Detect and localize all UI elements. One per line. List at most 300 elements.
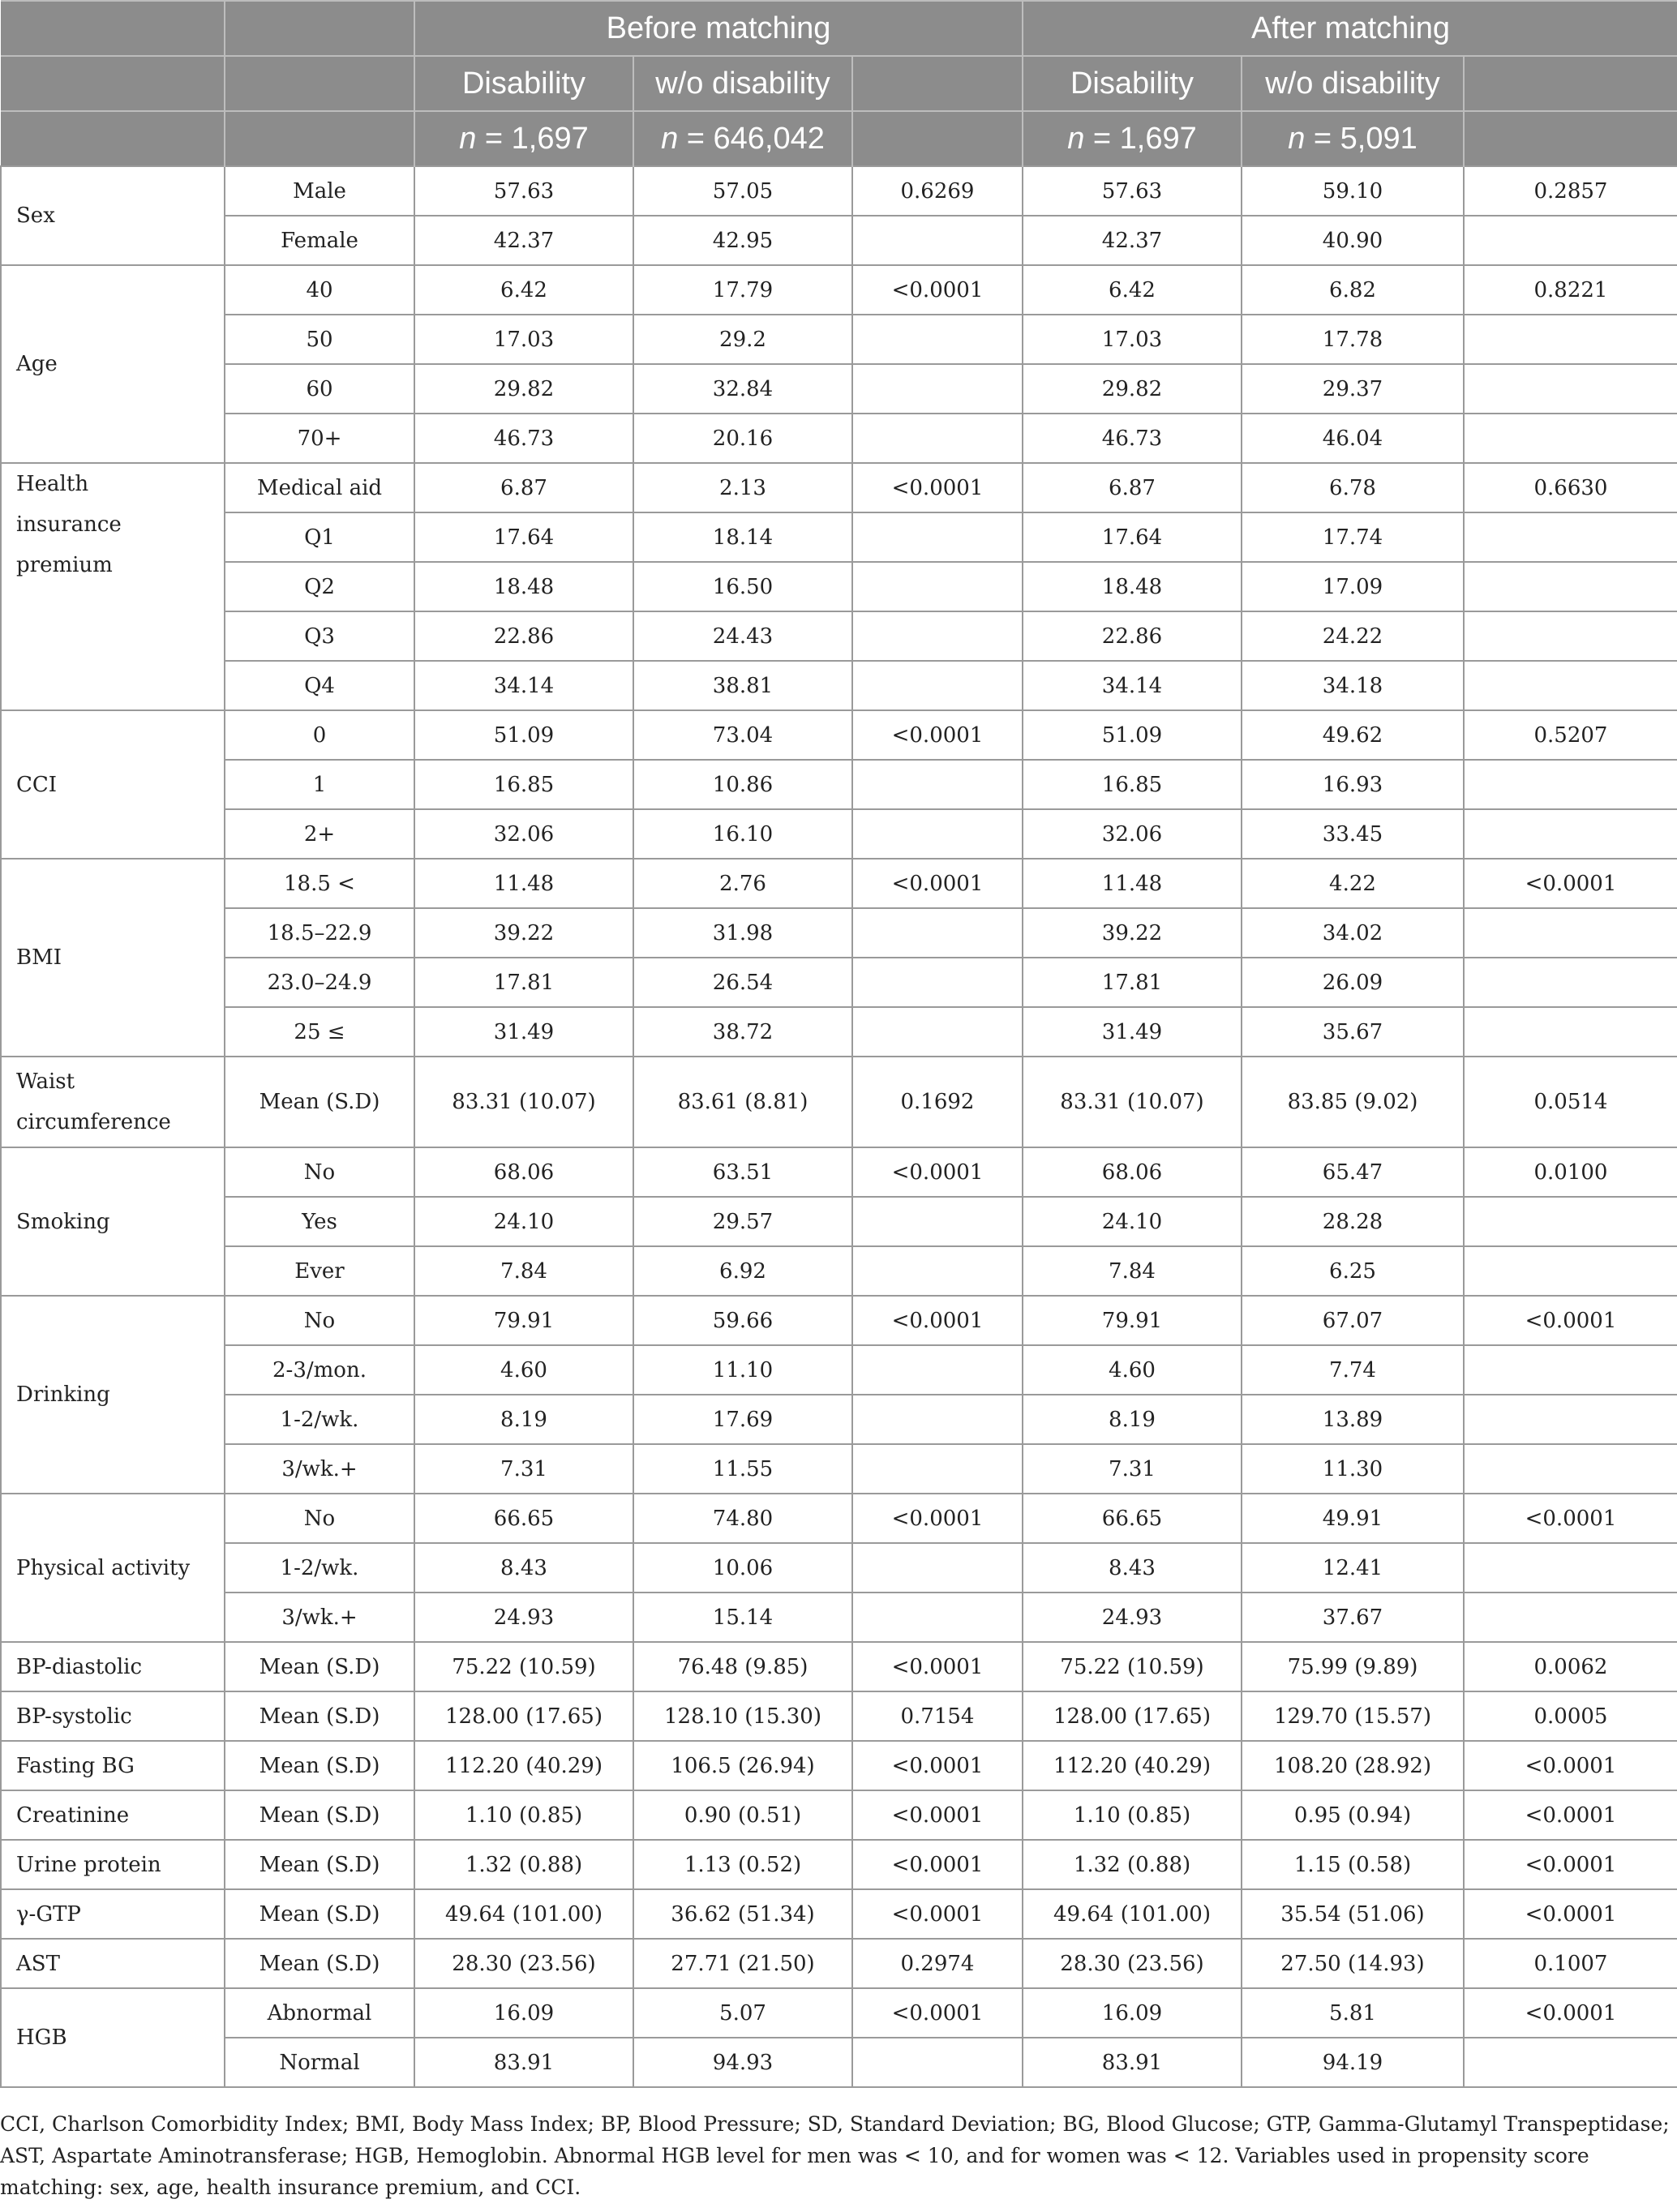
after-wo-disability-cell: 11.30 [1242, 1444, 1464, 1494]
category-cell: Female [225, 216, 414, 265]
before-wo-disability-cell: 18.14 [633, 512, 852, 562]
after-wo-disability-cell: 34.18 [1242, 661, 1464, 710]
after-disability-cell: 8.19 [1023, 1395, 1242, 1444]
variable-cell: Physical activity [1, 1494, 225, 1642]
category-cell: No [225, 1494, 414, 1543]
after-wo-disability-cell: 33.45 [1242, 809, 1464, 859]
before-disability-cell: 28.30 (23.56) [414, 1939, 633, 1988]
after-disability-cell: 6.42 [1023, 265, 1242, 315]
after-wo-disability-cell: 13.89 [1242, 1395, 1464, 1444]
before-wo-disability-cell: 63.51 [633, 1147, 852, 1197]
before-disability-cell: 17.81 [414, 958, 633, 1007]
after-disability-cell: 51.09 [1023, 710, 1242, 760]
category-cell: 2+ [225, 809, 414, 859]
after-wo-disability-cell: 0.95 (0.94) [1242, 1790, 1464, 1840]
variable-cell: γ-GTP [1, 1889, 225, 1939]
after-disability-cell: 34.14 [1023, 661, 1242, 710]
table-row [1, 414, 1677, 463]
table-row [1, 1741, 1677, 1790]
after-p-value-cell [1464, 512, 1677, 562]
header-before-disability: Disability [414, 56, 633, 111]
before-wo-disability-cell: 29.57 [633, 1197, 852, 1246]
before-p-value-cell [852, 315, 1023, 364]
before-disability-cell: 128.00 (17.65) [414, 1691, 633, 1741]
category-cell: 18.5–22.9 [225, 908, 414, 958]
before-wo-disability-cell: 16.10 [633, 809, 852, 859]
table-row [1, 1593, 1677, 1642]
after-disability-cell: 6.87 [1023, 463, 1242, 512]
before-wo-disability-cell: 42.95 [633, 216, 852, 265]
before-disability-cell: 32.06 [414, 809, 633, 859]
before-disability-cell: 83.31 (10.07) [414, 1057, 633, 1147]
category-cell: Yes [225, 1197, 414, 1246]
after-wo-disability-cell: 24.22 [1242, 611, 1464, 661]
before-p-value-cell: <0.0001 [852, 463, 1023, 512]
after-wo-disability-cell: 67.07 [1242, 1296, 1464, 1345]
before-p-value-cell: <0.0001 [852, 1790, 1023, 1840]
after-wo-disability-cell: 5.81 [1242, 1988, 1464, 2038]
category-cell: 50 [225, 315, 414, 364]
table-row [1, 364, 1677, 414]
header-before-wo-disability: w/o disability [633, 56, 852, 111]
before-p-value-cell [852, 216, 1023, 265]
before-wo-disability-cell: 20.16 [633, 414, 852, 463]
after-p-value-cell: <0.0001 [1464, 1494, 1677, 1543]
before-disability-cell: 31.49 [414, 1007, 633, 1057]
before-p-value-cell: <0.0001 [852, 1642, 1023, 1691]
table-row [1, 611, 1677, 661]
n-symbol: n [1288, 121, 1306, 156]
after-disability-cell: 11.48 [1023, 859, 1242, 908]
before-wo-disability-cell: 74.80 [633, 1494, 852, 1543]
header-blank-cell [1, 1, 225, 56]
table-row [1, 265, 1677, 315]
after-disability-cell: 112.20 (40.29) [1023, 1741, 1242, 1790]
before-wo-disability-cell: 10.86 [633, 760, 852, 809]
after-p-value-cell: 0.0005 [1464, 1691, 1677, 1741]
after-disability-cell: 128.00 (17.65) [1023, 1691, 1242, 1741]
n-value: = 646,042 [678, 121, 825, 156]
table-row [1, 562, 1677, 611]
header-blank-cell [225, 1, 414, 56]
before-disability-cell: 83.91 [414, 2038, 633, 2087]
table-row [1, 710, 1677, 760]
before-disability-cell: 1.10 (0.85) [414, 1790, 633, 1840]
after-wo-disability-cell: 6.78 [1242, 463, 1464, 512]
variable-cell: Sex [1, 166, 225, 265]
before-disability-cell: 29.82 [414, 364, 633, 414]
after-wo-disability-cell: 29.37 [1242, 364, 1464, 414]
after-wo-disability-cell: 35.67 [1242, 1007, 1464, 1057]
table-row [1, 1939, 1677, 1988]
header-blank-cell [852, 111, 1023, 166]
table-row [1, 859, 1677, 908]
before-disability-cell: 79.91 [414, 1296, 633, 1345]
after-disability-cell: 75.22 (10.59) [1023, 1642, 1242, 1691]
after-wo-disability-cell: 46.04 [1242, 414, 1464, 463]
after-p-value-cell [1464, 908, 1677, 958]
before-wo-disability-cell: 94.93 [633, 2038, 852, 2087]
before-p-value-cell [852, 809, 1023, 859]
variable-cell: HGB [1, 1988, 225, 2087]
table-row [1, 166, 1677, 216]
category-cell: Q3 [225, 611, 414, 661]
variable-cell: Drinking [1, 1296, 225, 1494]
before-disability-cell: 7.84 [414, 1246, 633, 1296]
before-p-value-cell: <0.0001 [852, 710, 1023, 760]
before-wo-disability-cell: 17.69 [633, 1395, 852, 1444]
after-p-value-cell [1464, 364, 1677, 414]
before-disability-cell: 6.42 [414, 265, 633, 315]
before-p-value-cell [852, 908, 1023, 958]
header-blank-cell [225, 111, 414, 166]
before-disability-cell: 8.43 [414, 1543, 633, 1593]
category-cell: Abnormal [225, 1988, 414, 2038]
variable-cell: AST [1, 1939, 225, 1988]
header-group-after: After matching [1023, 1, 1677, 56]
table-row [1, 908, 1677, 958]
after-disability-cell: 8.43 [1023, 1543, 1242, 1593]
header-blank-cell [1, 56, 225, 111]
category-cell: Mean (S.D) [225, 1889, 414, 1939]
before-disability-cell: 24.93 [414, 1593, 633, 1642]
after-p-value-cell: 0.0514 [1464, 1057, 1677, 1147]
table-row [1, 1007, 1677, 1057]
variable-cell: BMI [1, 859, 225, 1057]
before-wo-disability-cell: 32.84 [633, 364, 852, 414]
table-row [1, 2038, 1677, 2087]
after-disability-cell: 42.37 [1023, 216, 1242, 265]
after-disability-cell: 1.32 (0.88) [1023, 1840, 1242, 1889]
table-row [1, 1395, 1677, 1444]
after-disability-cell: 16.85 [1023, 760, 1242, 809]
after-wo-disability-cell: 65.47 [1242, 1147, 1464, 1197]
before-disability-cell: 18.48 [414, 562, 633, 611]
before-p-value-cell [852, 611, 1023, 661]
table-row [1, 1691, 1677, 1741]
after-wo-disability-cell: 35.54 (51.06) [1242, 1889, 1464, 1939]
before-wo-disability-cell: 36.62 (51.34) [633, 1889, 852, 1939]
before-p-value-cell [852, 661, 1023, 710]
category-cell: 3/wk.+ [225, 1444, 414, 1494]
table-row [1, 216, 1677, 265]
before-wo-disability-cell: 59.66 [633, 1296, 852, 1345]
before-wo-disability-cell: 106.5 (26.94) [633, 1741, 852, 1790]
category-cell: Mean (S.D) [225, 1790, 414, 1840]
after-p-value-cell [1464, 611, 1677, 661]
before-disability-cell: 75.22 (10.59) [414, 1642, 633, 1691]
before-p-value-cell: <0.0001 [852, 859, 1023, 908]
before-wo-disability-cell: 0.90 (0.51) [633, 1790, 852, 1840]
n-value: = 5,091 [1305, 121, 1418, 156]
after-p-value-cell: 0.5207 [1464, 710, 1677, 760]
before-disability-cell: 49.64 (101.00) [414, 1889, 633, 1939]
after-disability-cell: 18.48 [1023, 562, 1242, 611]
before-wo-disability-cell: 17.79 [633, 265, 852, 315]
before-disability-cell: 46.73 [414, 414, 633, 463]
after-wo-disability-cell: 26.09 [1242, 958, 1464, 1007]
n-value: = 1,697 [1084, 121, 1197, 156]
after-disability-cell: 22.86 [1023, 611, 1242, 661]
before-disability-cell: 112.20 (40.29) [414, 1741, 633, 1790]
after-wo-disability-cell: 108.20 (28.92) [1242, 1741, 1464, 1790]
after-p-value-cell: 0.2857 [1464, 166, 1677, 216]
category-cell: No [225, 1296, 414, 1345]
after-p-value-cell: <0.0001 [1464, 1889, 1677, 1939]
after-disability-cell: 24.10 [1023, 1197, 1242, 1246]
variable-cell: Fasting BG [1, 1741, 225, 1790]
before-wo-disability-cell: 76.48 (9.85) [633, 1642, 852, 1691]
after-wo-disability-cell: 12.41 [1242, 1543, 1464, 1593]
category-cell: 70+ [225, 414, 414, 463]
category-cell: 3/wk.+ [225, 1593, 414, 1642]
variable-cell: CCI [1, 710, 225, 859]
after-p-value-cell [1464, 1444, 1677, 1494]
after-p-value-cell [1464, 1197, 1677, 1246]
after-disability-cell: 31.49 [1023, 1007, 1242, 1057]
after-disability-cell: 68.06 [1023, 1147, 1242, 1197]
n-symbol: n [1067, 121, 1085, 156]
header-n-before-wo [633, 111, 852, 166]
variable-cell: BP-diastolic [1, 1642, 225, 1691]
after-p-value-cell [1464, 315, 1677, 364]
before-disability-cell: 57.63 [414, 166, 633, 216]
before-wo-disability-cell: 11.55 [633, 1444, 852, 1494]
after-p-value-cell: 0.8221 [1464, 265, 1677, 315]
before-p-value-cell: <0.0001 [852, 1889, 1023, 1939]
after-wo-disability-cell: 17.74 [1242, 512, 1464, 562]
after-p-value-cell: 0.0062 [1464, 1642, 1677, 1691]
after-wo-disability-cell: 40.90 [1242, 216, 1464, 265]
table-row [1, 1790, 1677, 1840]
category-cell: No [225, 1147, 414, 1197]
before-p-value-cell: 0.1692 [852, 1057, 1023, 1147]
variable-cell: Waist circumference [1, 1057, 225, 1147]
category-cell: 25 ≤ [225, 1007, 414, 1057]
before-p-value-cell [852, 1593, 1023, 1642]
before-wo-disability-cell: 6.92 [633, 1246, 852, 1296]
table-row [1, 1988, 1677, 2038]
before-disability-cell: 17.03 [414, 315, 633, 364]
after-disability-cell: 83.91 [1023, 2038, 1242, 2087]
header-n-after-wo [1242, 111, 1464, 166]
category-cell: Mean (S.D) [225, 1642, 414, 1691]
after-p-value-cell: <0.0001 [1464, 859, 1677, 908]
after-disability-cell: 39.22 [1023, 908, 1242, 958]
table-body [1, 166, 1677, 2087]
category-cell: 1-2/wk. [225, 1395, 414, 1444]
after-disability-cell: 16.09 [1023, 1988, 1242, 2038]
before-wo-disability-cell: 10.06 [633, 1543, 852, 1593]
after-disability-cell: 17.64 [1023, 512, 1242, 562]
before-p-value-cell [852, 414, 1023, 463]
after-disability-cell: 32.06 [1023, 809, 1242, 859]
before-wo-disability-cell: 128.10 (15.30) [633, 1691, 852, 1741]
header-after-disability: Disability [1023, 56, 1242, 111]
before-disability-cell: 39.22 [414, 908, 633, 958]
before-wo-disability-cell: 11.10 [633, 1345, 852, 1395]
before-disability-cell: 34.14 [414, 661, 633, 710]
header-n-after-disability [1023, 111, 1242, 166]
before-wo-disability-cell: 15.14 [633, 1593, 852, 1642]
table-row [1, 1345, 1677, 1395]
category-cell: 40 [225, 265, 414, 315]
after-p-value-cell: 0.6630 [1464, 463, 1677, 512]
after-wo-disability-cell: 28.28 [1242, 1197, 1464, 1246]
n-symbol: n [459, 121, 477, 156]
category-cell: Q2 [225, 562, 414, 611]
after-wo-disability-cell: 129.70 (15.57) [1242, 1691, 1464, 1741]
after-disability-cell: 7.31 [1023, 1444, 1242, 1494]
category-cell: Mean (S.D) [225, 1057, 414, 1147]
after-p-value-cell [1464, 414, 1677, 463]
category-cell: 1-2/wk. [225, 1543, 414, 1593]
after-wo-disability-cell: 4.22 [1242, 859, 1464, 908]
before-wo-disability-cell: 24.43 [633, 611, 852, 661]
after-disability-cell: 83.31 (10.07) [1023, 1057, 1242, 1147]
table-row [1, 512, 1677, 562]
before-p-value-cell: <0.0001 [852, 1741, 1023, 1790]
category-cell: Male [225, 166, 414, 216]
n-value: = 1,697 [476, 121, 589, 156]
table-row [1, 1197, 1677, 1246]
after-disability-cell: 49.64 (101.00) [1023, 1889, 1242, 1939]
after-wo-disability-cell: 27.50 (14.93) [1242, 1939, 1464, 1988]
before-p-value-cell [852, 760, 1023, 809]
before-wo-disability-cell: 38.72 [633, 1007, 852, 1057]
after-wo-disability-cell: 49.62 [1242, 710, 1464, 760]
before-p-value-cell: <0.0001 [852, 1840, 1023, 1889]
before-p-value-cell: <0.0001 [852, 1147, 1023, 1197]
before-p-value-cell [852, 1197, 1023, 1246]
before-disability-cell: 11.48 [414, 859, 633, 908]
before-p-value-cell [852, 1345, 1023, 1395]
before-p-value-cell [852, 1246, 1023, 1296]
table-row [1, 1494, 1677, 1543]
before-disability-cell: 51.09 [414, 710, 633, 760]
after-wo-disability-cell: 6.25 [1242, 1246, 1464, 1296]
category-cell: Ever [225, 1246, 414, 1296]
after-wo-disability-cell: 1.15 (0.58) [1242, 1840, 1464, 1889]
after-wo-disability-cell: 49.91 [1242, 1494, 1464, 1543]
category-cell: Medical aid [225, 463, 414, 512]
table-row [1, 958, 1677, 1007]
category-cell: 23.0–24.9 [225, 958, 414, 1007]
category-cell: 18.5 < [225, 859, 414, 908]
after-disability-cell: 29.82 [1023, 364, 1242, 414]
category-cell: 0 [225, 710, 414, 760]
after-p-value-cell: <0.0001 [1464, 1790, 1677, 1840]
after-wo-disability-cell: 6.82 [1242, 265, 1464, 315]
after-disability-cell: 46.73 [1023, 414, 1242, 463]
table-row [1, 1444, 1677, 1494]
after-p-value-cell [1464, 760, 1677, 809]
after-p-value-cell: <0.0001 [1464, 1741, 1677, 1790]
after-disability-cell: 1.10 (0.85) [1023, 1790, 1242, 1840]
category-cell: Q1 [225, 512, 414, 562]
before-wo-disability-cell: 73.04 [633, 710, 852, 760]
category-cell: 60 [225, 364, 414, 414]
after-p-value-cell [1464, 809, 1677, 859]
after-disability-cell: 17.81 [1023, 958, 1242, 1007]
after-p-value-cell [1464, 2038, 1677, 2087]
before-wo-disability-cell: 2.13 [633, 463, 852, 512]
before-disability-cell: 42.37 [414, 216, 633, 265]
before-disability-cell: 8.19 [414, 1395, 633, 1444]
before-wo-disability-cell: 5.07 [633, 1988, 852, 2038]
header-before-p [852, 56, 1023, 111]
table-row [1, 1642, 1677, 1691]
after-p-value-cell: <0.0001 [1464, 1840, 1677, 1889]
after-disability-cell: 4.60 [1023, 1345, 1242, 1395]
table-row [1, 661, 1677, 710]
after-disability-cell: 7.84 [1023, 1246, 1242, 1296]
after-p-value-cell [1464, 1246, 1677, 1296]
after-p-value-cell [1464, 1395, 1677, 1444]
before-p-value-cell [852, 1444, 1023, 1494]
before-p-value-cell [852, 364, 1023, 414]
before-p-value-cell [852, 1007, 1023, 1057]
table-row [1, 315, 1677, 364]
variable-cell: Age [1, 265, 225, 463]
before-p-value-cell: <0.0001 [852, 1296, 1023, 1345]
before-wo-disability-cell: 57.05 [633, 166, 852, 216]
after-p-value-cell: 0.1007 [1464, 1939, 1677, 1988]
before-disability-cell: 7.31 [414, 1444, 633, 1494]
variable-cell: BP-systolic [1, 1691, 225, 1741]
category-cell: Q4 [225, 661, 414, 710]
after-p-value-cell: 0.0100 [1464, 1147, 1677, 1197]
category-cell: Mean (S.D) [225, 1939, 414, 1988]
category-cell: Normal [225, 2038, 414, 2087]
category-cell: 1 [225, 760, 414, 809]
before-disability-cell: 17.64 [414, 512, 633, 562]
after-p-value-cell [1464, 1543, 1677, 1593]
after-wo-disability-cell: 75.99 (9.89) [1242, 1642, 1464, 1691]
category-cell: Mean (S.D) [225, 1840, 414, 1889]
after-p-value-cell: <0.0001 [1464, 1988, 1677, 2038]
n-symbol: n [661, 121, 679, 156]
variable-cell: Creatinine [1, 1790, 225, 1840]
after-p-value-cell [1464, 661, 1677, 710]
before-p-value-cell: <0.0001 [852, 1494, 1023, 1543]
table-row [1, 1147, 1677, 1197]
after-p-value-cell [1464, 216, 1677, 265]
before-disability-cell: 16.85 [414, 760, 633, 809]
after-disability-cell: 66.65 [1023, 1494, 1242, 1543]
after-wo-disability-cell: 17.09 [1242, 562, 1464, 611]
before-p-value-cell: 0.6269 [852, 166, 1023, 216]
header-after-p [1464, 56, 1677, 111]
table-row [1, 760, 1677, 809]
category-cell: Mean (S.D) [225, 1691, 414, 1741]
before-p-value-cell: 0.7154 [852, 1691, 1023, 1741]
after-wo-disability-cell: 83.85 (9.02) [1242, 1057, 1464, 1147]
before-disability-cell: 22.86 [414, 611, 633, 661]
before-p-value-cell: <0.0001 [852, 1988, 1023, 2038]
before-disability-cell: 6.87 [414, 463, 633, 512]
after-wo-disability-cell: 17.78 [1242, 315, 1464, 364]
after-disability-cell: 17.03 [1023, 315, 1242, 364]
before-disability-cell: 4.60 [414, 1345, 633, 1395]
after-p-value-cell [1464, 1345, 1677, 1395]
before-wo-disability-cell: 1.13 (0.52) [633, 1840, 852, 1889]
before-disability-cell: 1.32 (0.88) [414, 1840, 633, 1889]
before-p-value-cell [852, 562, 1023, 611]
after-disability-cell: 79.91 [1023, 1296, 1242, 1345]
table-row [1, 1057, 1677, 1147]
variable-cell: Health insurance premium [1, 463, 225, 710]
